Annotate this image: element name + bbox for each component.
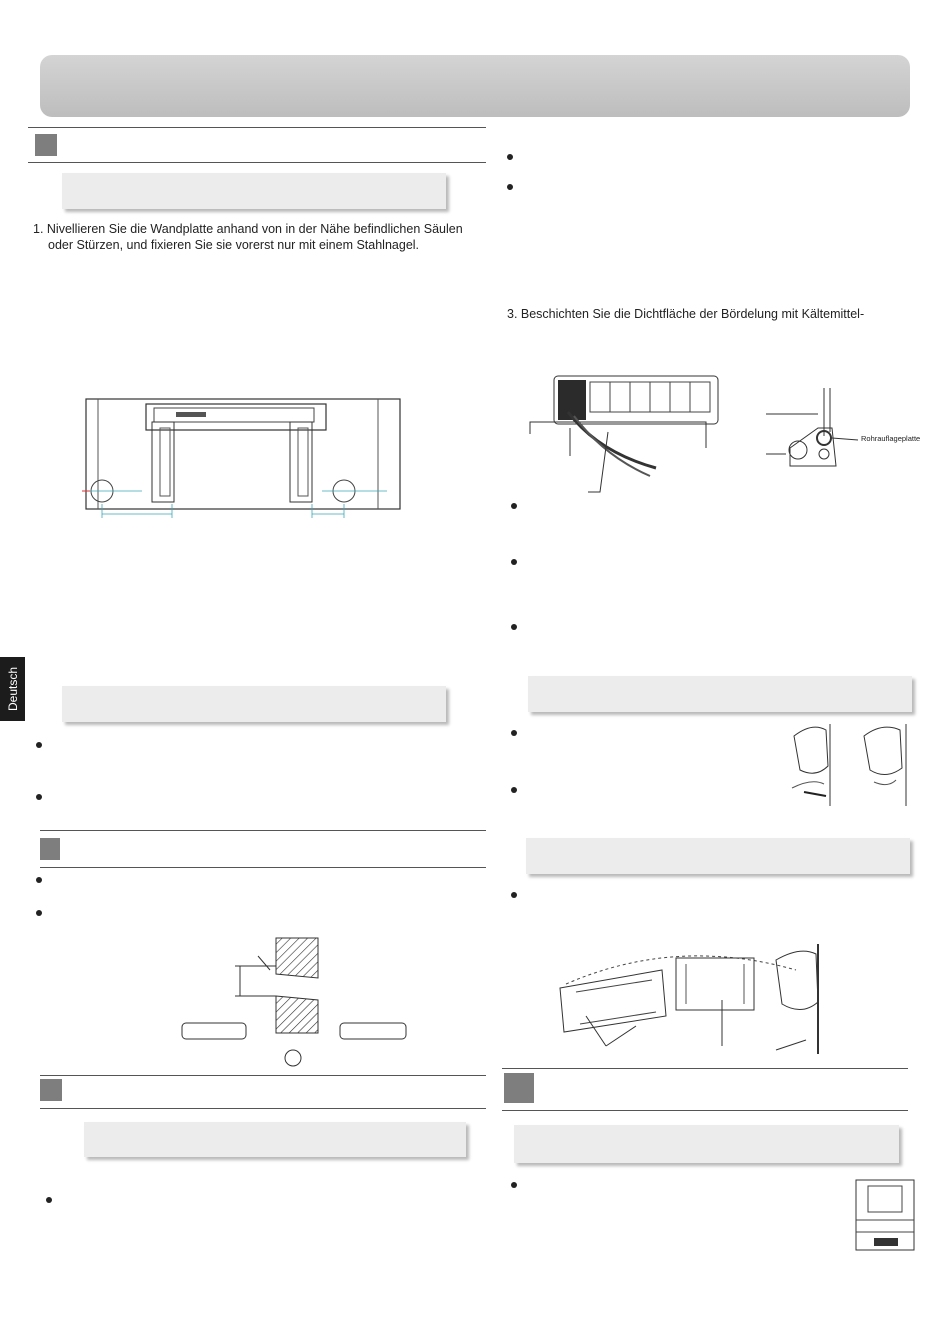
section-rule	[502, 1068, 908, 1069]
step1-line2: oder Stürzen, und fixieren Sie sie vorerst nur mit einem Stahlnagel.	[48, 238, 420, 252]
terminal-block-diagram	[854, 1178, 916, 1252]
subheading-box	[526, 838, 910, 874]
mounting-unit-diagram	[556, 942, 846, 1056]
pipe-support-plate-label: Rohrauflageplatte	[861, 434, 921, 443]
language-tab-label: Deutsch	[5, 666, 20, 712]
bullet-icon	[507, 154, 513, 160]
bullet-icon	[46, 1197, 52, 1203]
section-square-icon	[40, 1079, 62, 1101]
section-rule	[40, 1075, 486, 1076]
section-rule	[28, 127, 486, 128]
subheading-box	[528, 676, 912, 712]
bullet-icon	[36, 910, 42, 916]
bullet-icon	[36, 742, 42, 748]
bullet-icon	[511, 787, 517, 793]
subheading-box	[84, 1122, 466, 1157]
wall-plate-diagram	[82, 396, 407, 518]
section-rule	[40, 830, 486, 831]
section-square-icon	[35, 134, 57, 156]
wall-hole-diagram	[180, 938, 410, 1068]
bullet-icon	[511, 503, 517, 509]
step3-text: 3. Beschichten Sie die Dichtfläche der Bördelung mit Kältemittel-	[507, 307, 865, 321]
section-square-icon	[504, 1073, 534, 1103]
section-rule	[40, 867, 486, 868]
subheading-box	[514, 1125, 899, 1163]
section-rule	[40, 1108, 486, 1109]
unit-hook-diagram	[782, 722, 914, 806]
bullet-icon	[507, 184, 513, 190]
bullet-icon	[36, 794, 42, 800]
bullet-icon	[511, 1182, 517, 1188]
bullet-icon	[511, 730, 517, 736]
bullet-icon	[511, 892, 517, 898]
section-square-icon	[40, 838, 60, 860]
section-rule	[502, 1110, 908, 1111]
step1-line1: 1. Nivellieren Sie die Wandplatte anhand von in der Nähe befindlichen Säulen	[33, 222, 463, 236]
bullet-icon	[511, 559, 517, 565]
language-tab	[0, 657, 25, 721]
subheading-box	[62, 686, 446, 722]
indoor-unit-piping-diagram	[528, 372, 718, 494]
bullet-icon	[511, 624, 517, 630]
page-title-bar	[40, 55, 910, 117]
subheading-box	[62, 173, 446, 209]
pipe-support-plate-diagram	[762, 388, 862, 474]
bullet-icon	[36, 877, 42, 883]
section-rule	[28, 162, 486, 163]
